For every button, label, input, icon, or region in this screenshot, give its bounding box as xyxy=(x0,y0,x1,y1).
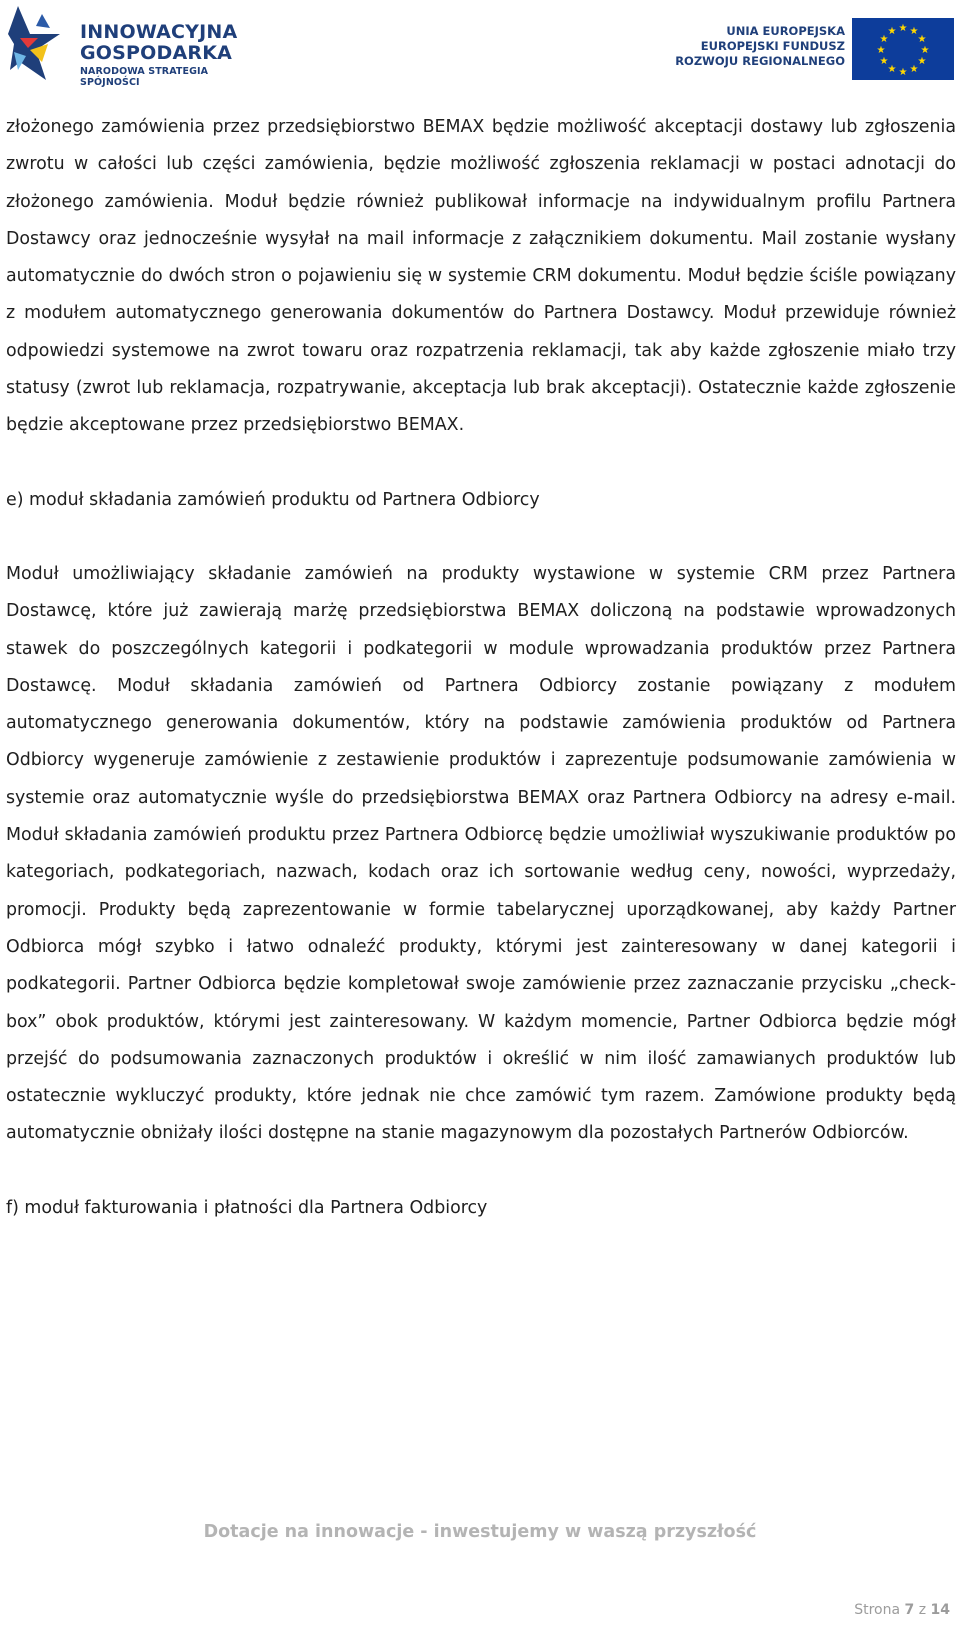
star-logo-icon xyxy=(8,4,74,84)
innowacyjna-gospodarka-logo xyxy=(8,4,248,88)
svg-text:★: ★ xyxy=(917,34,927,45)
page-total: 14 xyxy=(930,1602,950,1618)
page-header xyxy=(0,0,960,92)
logo-line-2: GOSPODARKA xyxy=(80,42,233,64)
page-current: 7 xyxy=(904,1602,915,1618)
page-label: Strona xyxy=(854,1602,901,1618)
section-heading-f: f) moduł fakturowania i płatności dla Partnera Odbiorcy xyxy=(6,1197,488,1218)
eu-logo-text xyxy=(675,24,845,69)
logo-line-3: NARODOWA STRATEGIA SPÓJNOŚCI xyxy=(80,66,209,88)
svg-text:★: ★ xyxy=(887,26,897,37)
eu-line-3: ROZWOJU REGIONALNEGO xyxy=(675,54,845,68)
svg-text:★: ★ xyxy=(909,64,919,75)
svg-text:★: ★ xyxy=(898,67,908,78)
svg-text:★: ★ xyxy=(917,56,927,67)
svg-text:★: ★ xyxy=(920,45,930,56)
svg-text:★: ★ xyxy=(879,56,889,67)
paragraph: Moduł umożliwiający składanie zamówień na produkty wystawione w systemie CRM przez Partnera Dostawcę, które już zawierają marżę przedsiębiorstwa BEMAX doliczoną na podstawie wprowadzonych stawek do poszczególnych kategorii i podkategorii w module wprowadzania produktów przez Partnera Dostawcę. Moduł składania zamówień od Partnera Odbiorcy zostanie powiązany z modułem automatycznego generowania dokumentów, który na podstawie zamówienia produktów od Partnera Odbiorcy wygeneruje zamówienie z zestawienie produktów i zaprezentuje podsumowanie zamówienia w systemie oraz automatycznie wyśle do przedsiębiorstwa BEMAX oraz Partnera Odbiorcy na adresy e-mail. Moduł składania zamówień produktu przez Partnera Odbiorcę będzie umożliwiał wyszukiwanie produktów po kategoriach, podkategoriach, nazwach, kodach oraz ich sortowanie według ceny, nowości, wyprzedaży, promocji. Produkty będą zaprezentowanie w formie tabelarycznej uporządkowanej, aby każdy Partner Odbiorca mógł szybko i łatwo odnaleźć produkty, którymi jest zainteresowany w danej kategorii i podkategorii. Partner Odbiorca będzie kompletował swoje zamówienie przez zaznaczanie przycisku „check-box” obok produktów, którymi jest zainteresowany. W każdym momencie, Partner Odbiorca będzie mógł przejść do podsumowania zaznaczonych produktów i określić w nim ilość zamawianych produktów lub ostatecznie wykluczyć produkty, które jednak nie chce zamówić tym razem. Zamówione produkty będą automatycznie obniżały ilości dostępne na stanie magazynowym dla pozostałych Partnerów Odbiorców. xyxy=(6,563,956,1144)
eu-flag-icon xyxy=(852,18,954,80)
svg-text:★: ★ xyxy=(898,23,908,34)
eu-logo xyxy=(660,16,960,80)
page-number xyxy=(854,1602,950,1618)
section-heading-e: e) moduł składania zamówień produktu od Partnera Odbiorcy xyxy=(6,489,540,510)
document-body xyxy=(6,109,956,1227)
footer-slogan: Dotacje na innowacje - inwestujemy w waszą przyszłość xyxy=(203,1522,757,1542)
svg-text:★: ★ xyxy=(876,45,886,56)
paragraph: złożonego zamówienia przez przedsiębiorstwo BEMAX będzie możliwość akceptacji dostawy lub zgłoszenia zwrotu w całości lub części zamówienia, będzie możliwość zgłoszenia reklamacji w postaci adnotacji do złożonego zamówienia. Moduł będzie również publikował informacje na indywidualnym profilu Partnera Dostawcy oraz jednocześnie wysyłał na mail informacje z załącznikiem dokumentu. Mail zostanie wysłany automatycznie do dwóch stron o pojawieniu się w systemie CRM dokumentu. Moduł będzie ściśle powiązany z modułem automatycznego generowania dokumentów do Partnera Dostawcy. Moduł przewiduje również odpowiedzi systemowe na zwrot towaru oraz rozpatrzenia reklamacji, tak aby każde zgłoszenie miało trzy statusy (zwrot lub reklamacja, rozpatrywanie, akceptacja lub brak akceptacji). Ostatecznie każde zgłoszenie będzie akceptowane przez przedsiębiorstwo BEMAX. xyxy=(6,117,956,436)
svg-text:★: ★ xyxy=(909,26,919,37)
logo-line-1: INNOWACYJNA xyxy=(80,21,238,43)
svg-text:★: ★ xyxy=(879,34,889,45)
eu-line-2: EUROPEJSKI FUNDUSZ xyxy=(700,39,845,53)
eu-line-1: UNIA EUROPEJSKA xyxy=(726,24,845,38)
svg-text:★: ★ xyxy=(887,64,897,75)
page-sep: z xyxy=(918,1602,927,1618)
